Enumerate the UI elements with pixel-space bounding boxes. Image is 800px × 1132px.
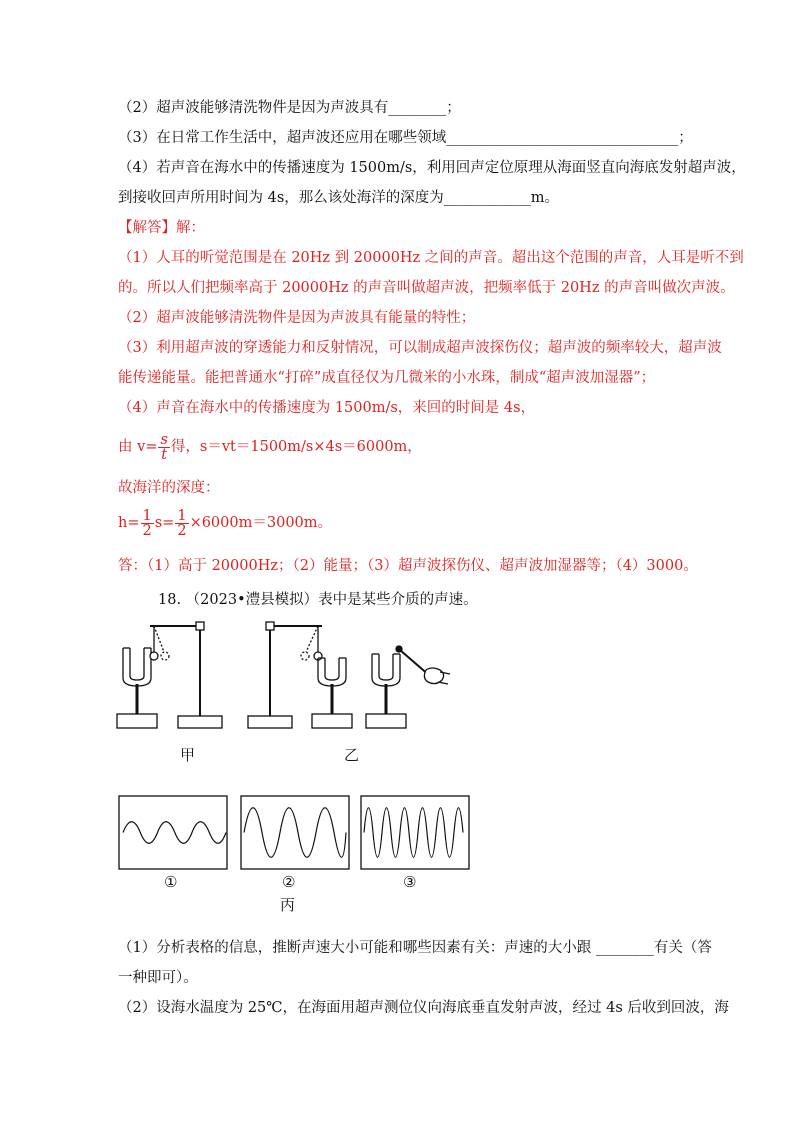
figure-label-bing: 丙 (280, 896, 296, 914)
answer-header: 【解答】解： (118, 220, 205, 236)
answer-4: （4）声音在海水中的传播速度为 1500m/s，来回的时间是 4s， (118, 400, 536, 416)
question-18-part1-line1: （1）分析表格的信息，推断声速大小可能和哪些因素有关：声速的大小跟 ________有关（答 (118, 940, 712, 956)
fraction-half-2: $\frac{1}{2}$ (177, 507, 187, 539)
formula-velocity: 由 v= $\frac{s}{t}$ 得，s＝vt＝1500m/s×4s＝6000m， (118, 431, 422, 463)
depth-label: 故海洋的深度： (118, 480, 220, 496)
waveform-2 (240, 795, 350, 870)
tuning-fork-apparatus-figure (112, 618, 462, 738)
apparatus-yi-struck-fork (366, 654, 406, 728)
fraction-half-1: $\frac{1}{2}$ (142, 507, 152, 539)
answer-1-line1: （1）人耳的听觉范围是在 20Hz 到 20000Hz 之间的声音。超出这个范围的声音，人耳是听不到 (118, 250, 744, 266)
wave-label-2: ② (282, 873, 296, 891)
answer-final: 答：（1）高于 20000Hz；（2）能量；（3）超声波探伤仪、超声波加湿器等；（4）3000。 (118, 558, 698, 574)
apparatus-jia-fork (117, 648, 157, 728)
answer-1-line2: 的。所以人们把频率高于 20000Hz 的声音叫做超声波，把频率低于 20Hz 的声音叫做次声波。 (118, 280, 735, 296)
question-3: （3）在日常工作生活中，超声波还应用在哪些领域________________________________； (118, 130, 693, 146)
answer-3-line1: （3）利用超声波的穿透能力和反射情况，可以制成超声波探伤仪；超声波的频率较大，超声波 (118, 340, 722, 356)
question-4-line2: 到接收回声所用时间为 4s，那么该处海洋的深度为____________m。 (118, 190, 560, 206)
wave-label-1: ① (164, 873, 178, 891)
wave-label-3: ③ (403, 873, 417, 891)
figure-label-yi: 乙 (344, 746, 360, 764)
answer-3-line2: 能传递能量。能把普通水“打碎”成直径仅为几微米的小水珠，制成“超声波加湿器”； (118, 370, 656, 386)
hammer-hand-icon (396, 646, 450, 684)
apparatus-yi-fork (312, 658, 352, 728)
question-2: （2）超声波能够清洗物件是因为声波具有________； (118, 100, 461, 116)
apparatus-yi-stand (248, 622, 322, 728)
waveform-1 (118, 795, 228, 870)
fraction-s-over-t: $\frac{s}{t}$ (160, 431, 168, 463)
question-18-title: 18. （2023•澧县模拟）表中是某些介质的声速。 (158, 592, 478, 608)
answer-2: （2）超声波能够清洗物件是因为声波具有能量的特性； (118, 310, 476, 326)
apparatus-jia-stand (150, 622, 222, 728)
question-4-line1: （4）若声音在海水中的传播速度为 1500m/s，利用回声定位原理从海面竖直向海底发射超声波， (118, 160, 746, 176)
waveform-3 (360, 795, 470, 870)
question-18-part1-line2: 一种即可）。 (118, 970, 198, 986)
figure-label-jia: 甲 (180, 746, 196, 764)
formula-depth: h= $\frac{1}{2}$ s= $\frac{1}{2}$ ×6000m＝3000m。 (118, 507, 333, 539)
question-18-part2: （2）设海水温度为 25℃，在海面用超声测位仪向海底垂直发射声波，经过 4s 后收到回波，海 (118, 1000, 729, 1016)
